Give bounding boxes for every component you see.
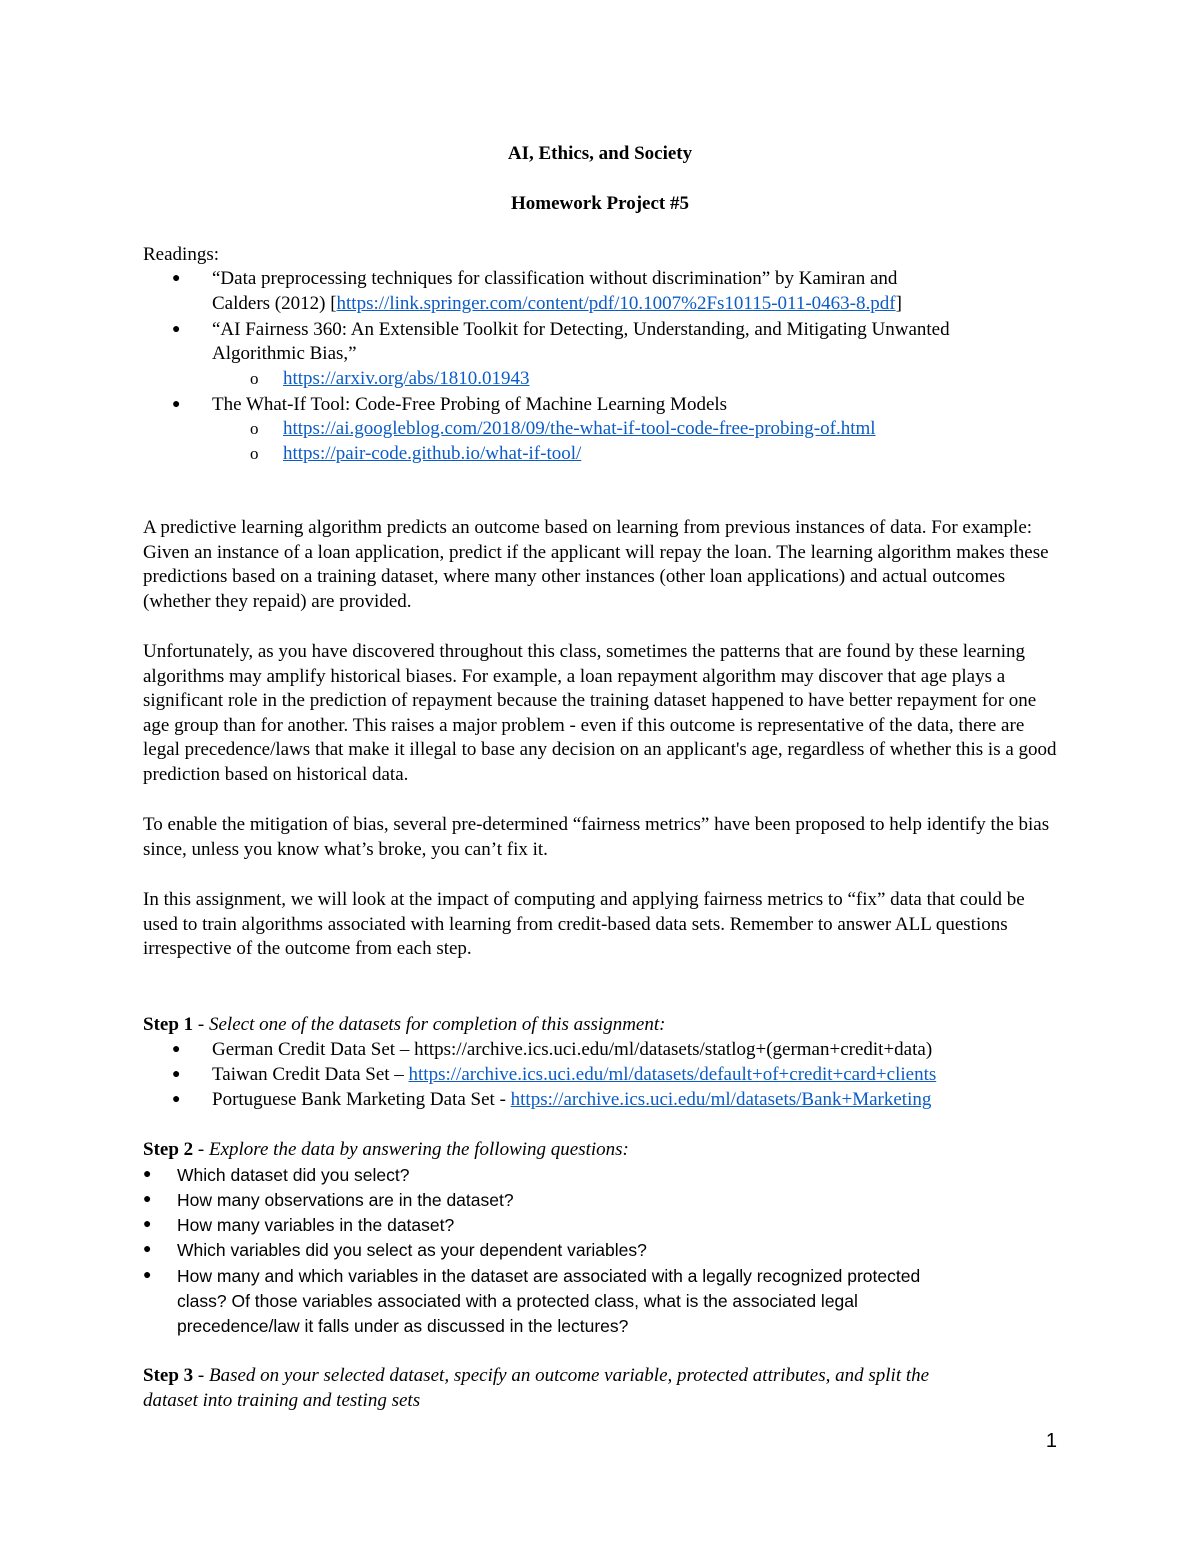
bullet-icon: ● [172, 1092, 181, 1107]
bullet-icon: ● [172, 322, 181, 337]
bullet-icon: ● [172, 1042, 181, 1057]
reading-2-line-2: Algorithmic Bias,” [212, 343, 357, 364]
reading-1-suffix: ] [895, 293, 902, 314]
readings-heading: Readings: [143, 244, 219, 265]
portuguese-label: Portuguese Bank Marketing Data Set - [212, 1089, 511, 1110]
step-3-dash: - [193, 1365, 209, 1386]
bullet-icon: ● [172, 397, 181, 412]
question-protected-line-1: How many and which variables in the dataset are associated with a legally recognized protected [177, 1266, 921, 1286]
page-number: 1 [1045, 1430, 1057, 1452]
reading-1-prefix: Calders (2012) [ [212, 293, 337, 314]
sub-bullet-icon: o [250, 369, 259, 388]
question-protected-line-2: class? Of those variables associated with a protected class, what is the associated legal [177, 1291, 858, 1311]
bullet-icon: ● [143, 1268, 152, 1283]
question-dataset: Which dataset did you select? [177, 1165, 410, 1185]
step-2-instruction: Explore the data by answering the following questions: [208, 1139, 629, 1160]
reading-3-line-2 [283, 417, 876, 441]
bullet-icon: ● [172, 1067, 181, 1082]
step-3-label: Step 3 [143, 1365, 194, 1386]
reading-3-link-1[interactable]: https://ai.googleblog.com/2018/09/the-what-if-tool-code-free-probing-of.html [283, 418, 876, 439]
step-2-heading [143, 1138, 629, 1162]
reading-2-line-1: “AI Fairness 360: An Extensible Toolkit for Detecting, Understanding, and Mitigating Unwanted [212, 319, 950, 340]
step-2-label: Step 2 [143, 1139, 194, 1160]
step-3-instruction-line-2: dataset into training and testing sets [143, 1390, 421, 1411]
document-title: AI, Ethics, and Society [507, 143, 693, 164]
reading-3-line-3 [283, 442, 581, 466]
question-observations: How many observations are in the dataset? [177, 1190, 514, 1210]
paragraph-intro: A predictive learning algorithm predicts an outcome based on learning from previous instances of data. For example: Given an instance of a loan application, predict if the applicant will repay the loan. The learning algorithm makes these predictions based on a training dataset, where many other instances (other loan applications) and actual outcomes (whether they repaid) are provided. [143, 517, 1049, 612]
sub-bullet-icon: o [250, 419, 259, 438]
portuguese-link[interactable]: https://archive.ics.uci.edu/ml/datasets/Bank+Marketing [510, 1089, 932, 1110]
step-1-dash: - [193, 1014, 209, 1035]
paragraph-bias: Unfortunately, as you have discovered throughout this class, sometimes the patterns that are found by these learning algorithms may amplify historical biases. For example, a loan repayment algorithm may discover that age plays a significant role in the prediction of repayment because the training dataset happened to have better repayment for one age group than for another. This raises a major problem - even if this outcome is representative of the data, there are legal precedence/laws that make it illegal to base any decision on an applicant's age, regardless of whether this is a good prediction based on historical data. [143, 641, 1057, 785]
step-2-dash: - [193, 1139, 209, 1160]
reading-3-link-2[interactable]: https://pair-code.github.io/what-if-tool/ [283, 443, 582, 464]
paragraph-assignment: In this assignment, we will look at the impact of computing and applying fairness metrics to “fix” data that could be used to train algorithms associated with learning from credit-based data sets. Remember to answer ALL questions irrespective of the outcome from each step. [143, 889, 1025, 959]
bullet-icon: ● [143, 1192, 152, 1207]
sub-bullet-icon: o [250, 444, 259, 463]
document-subtitle: Homework Project #5 [511, 193, 689, 214]
question-dependent-variables: Which variables did you select as your dependent variables? [177, 1240, 647, 1260]
bullet-icon: ● [143, 1217, 152, 1232]
paragraph-fairness-metrics: To enable the mitigation of bias, several pre-determined “fairness metrics” have been proposed to help identify the bias since, unless you know what’s broke, you can’t fix it. [143, 814, 1050, 860]
step-3-instruction-line-1: Based on your selected dataset, specify an outcome variable, protected attributes, and split the [208, 1365, 930, 1386]
step-1-label: Step 1 [143, 1014, 194, 1035]
reading-2-link[interactable]: https://arxiv.org/abs/1810.01943 [283, 368, 530, 389]
bullet-icon: ● [143, 1167, 152, 1182]
step-1-instruction: Select one of the datasets for completion of this assignment: [208, 1014, 666, 1035]
dataset-option-german: German Credit Data Set – https://archive.ics.uci.edu/ml/datasets/statlog+(german+credit+data) [212, 1039, 933, 1060]
bullet-icon: ● [172, 271, 181, 286]
taiwan-label: Taiwan Credit Data Set – [212, 1064, 409, 1085]
dataset-option-taiwan [212, 1063, 936, 1087]
question-variables: How many variables in the dataset? [177, 1215, 455, 1235]
reading-1-line-1: “Data preprocessing techniques for classification without discrimination” by Kamiran and [212, 268, 898, 289]
taiwan-link[interactable]: https://archive.ics.uci.edu/ml/datasets/default+of+credit+card+clients [408, 1064, 937, 1085]
reading-3-line-1: The What-If Tool: Code-Free Probing of Machine Learning Models [212, 394, 728, 415]
step-3-heading [143, 1364, 929, 1388]
bullet-icon: ● [143, 1242, 152, 1257]
reading-2-line-3 [283, 367, 529, 391]
reading-1-line-2 [212, 292, 902, 316]
reading-1-link[interactable]: https://link.springer.com/content/pdf/10.1007%2Fs10115-011-0463-8.pdf [336, 293, 896, 314]
question-protected-line-3: precedence/law it falls under as discussed in the lectures? [177, 1316, 629, 1336]
dataset-option-portuguese [212, 1088, 931, 1112]
step-1-heading [143, 1013, 665, 1037]
